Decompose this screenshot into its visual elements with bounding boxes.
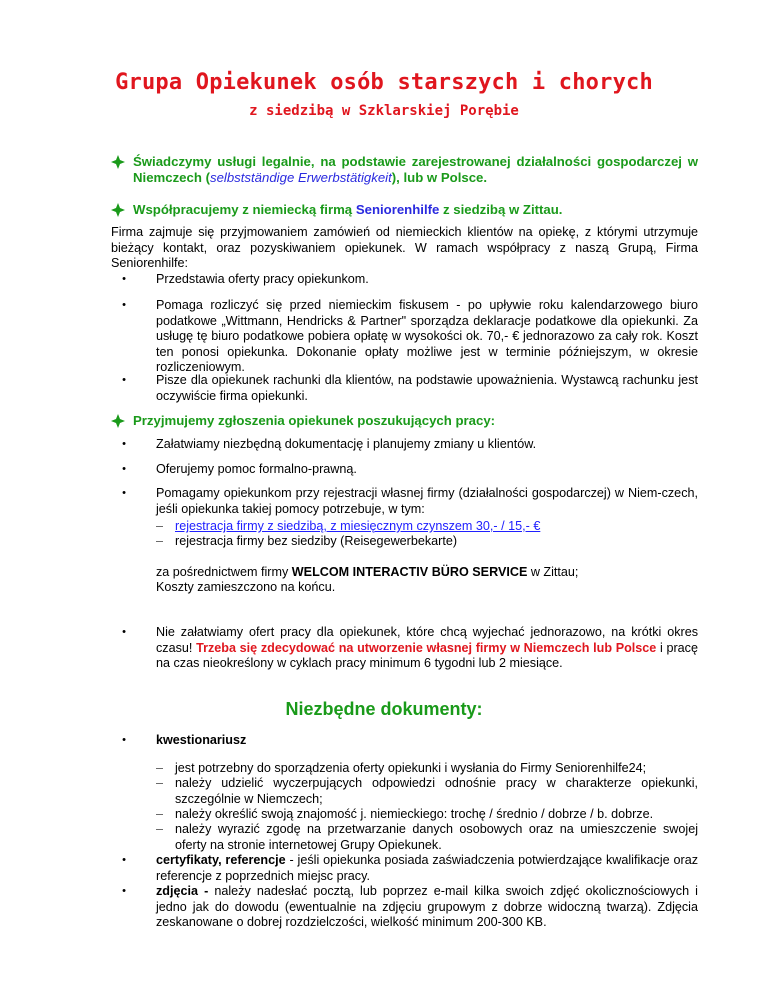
bullet: • <box>122 734 126 746</box>
warning-paragraph: Nie załatwiamy ofert pracy dla opiekunek, które chcą wyjechać jednorazowo, na krótki okres czasu! Trzeba się zdecydować na utworzenie własnej firmy w Niemczech lub Polsce i pracę na czas nieokreślony w cyklach pracy minimum 6 tygodni lub 2 miesiące. <box>156 625 698 670</box>
certificates-item: certyfikaty, referencje - jeśli opiekunka posiada zaświadczenia potwierdzające kwalifikacje oraz referencje z poprzednich miejsc pracy. <box>156 853 698 883</box>
questionnaire-item: jest potrzebny do sporządzenia oferty opiekunki i wysłania do Firmy Seniorenhilfe24; <box>175 761 647 775</box>
bullet: • <box>122 885 126 897</box>
service-item: Pisze dla opiekunek rachunki dla klientów, na podstawie upoważnienia. Wystawcą rachunku jest oczywiście firma opiekunki. <box>156 373 698 403</box>
intermediary-text: za pośrednictwem firmy WELCOM INTERACTIV BÜRO SERVICE w Zittau; <box>156 565 579 579</box>
section-cooperation: Współpracujemy z niemiecką firmą Seniorenhilfe z siedzibą w Zittau. <box>111 202 698 218</box>
bullet: • <box>122 438 126 450</box>
dash-bullet: – <box>156 519 164 533</box>
page-title: Grupa Opiekunek osób starszych i chorych <box>115 70 653 95</box>
service-item: Pomaga rozliczyć się przed niemieckim fiskusem - po upływie roku kalendarzowego biuro podatkowe „Wittmann, Hendricks & Partner" sporządza deklaracje podatkowe dla opiekunki. Za usługę tę biuro podatkowe pobiera opłatę w wysokości ok. 70,- € jednorazowo za cały rok. Koszt ten ponosi opiekunka. Dokonanie opłaty możliwe jest w terminie późniejszym, w okresie rozliczeniowym. <box>156 298 698 374</box>
bullet: • <box>122 854 126 866</box>
application-item: Pomagamy opiekunkom przy rejestracji własnej firmy (działalności gospodarczej) w Niem-czech, jeśli opiekunka takiej pomocy potrzebuje, w tym: <box>156 486 698 516</box>
dash-bullet: – <box>156 761 164 775</box>
intro-paragraph: Firma zajmuje się przyjmowaniem zamówień od niemieckich klientów na opiekę, z którymi utrzymuje bieżący kontakt, oraz pozyskiwaniem opiekunek. W ramach współpracy z naszą Grupą, Firma Seniorenhilfe: <box>111 225 698 270</box>
company-name: Seniorenhilfe <box>355 202 440 217</box>
bullet: • <box>122 487 126 499</box>
photos-item: zdjęcia - należy nadesłać pocztą, lub poprzez e-mail kilka swoich zdjęć okolicznościowych i jedno jak do dowodu (ewentualnie na zdjęciu grupowym z dobrze widoczną twarzą). Zdjęcia zeskanowane o dobrej rozdzielczości, wielkość minimum 200-300 KB. <box>156 884 698 929</box>
registration-link[interactable]: rejestracja firmy z siedzibą, z miesięcznym czynszem 30,- / 15,- € <box>175 519 541 533</box>
questionnaire-item: należy udzielić wyczerpujących odpowiedzi odnośnie pracy w charakterze opiekunki, szczególnie w Niemczech; <box>175 776 698 806</box>
diamond-bullet-icon <box>111 203 125 217</box>
documents-heading: Niezbędne dokumenty: <box>285 699 483 719</box>
registration-option: rejestracja firmy bez siedziby (Reisegewerbekarte) <box>175 534 458 548</box>
dash-bullet: – <box>156 822 164 836</box>
dash-bullet: – <box>156 776 164 790</box>
application-item: Załatwiamy niezbędną dokumentację i planujemy zmiany u klientów. <box>156 437 537 451</box>
section-applications: Przyjmujemy zgłoszenia opiekunek poszukujących pracy: <box>111 413 698 429</box>
costs-note: Koszty zamieszczono na końcu. <box>156 580 336 594</box>
dash-bullet: – <box>156 807 164 821</box>
bullet: • <box>122 463 126 475</box>
service-item: Przedstawia oferty pracy opiekunkom. <box>156 272 369 286</box>
questionnaire-item: należy określić swoją znajomość j. niemieckiego: trochę / średnio / dobrze / b. dobrze. <box>175 807 654 821</box>
diamond-bullet-icon <box>111 414 125 428</box>
page-subtitle: z siedzibą w Szklarskiej Porębie <box>249 103 519 119</box>
diamond-bullet-icon <box>111 155 125 169</box>
bullet: • <box>122 374 126 386</box>
bullet: • <box>122 273 126 285</box>
questionnaire-item: należy wyrazić zgodę na przetwarzanie danych osobowych oraz na umieszczenie swojej oferty na stronie internetowej Grupy Opiekunek. <box>175 822 698 852</box>
section-legal: Świadczymy usługi legalnie, na podstawie zarejestrowanej działalności gospodarczej w Niemczech (selbstständige Erwerbstätigkeit), lub w Polsce. <box>111 154 698 186</box>
bullet: • <box>122 626 126 638</box>
questionnaire-title: kwestionariusz <box>156 733 247 747</box>
bullet: • <box>122 299 126 311</box>
application-item: Oferujemy pomoc formalno-prawną. <box>156 462 357 476</box>
dash-bullet: – <box>156 534 164 548</box>
